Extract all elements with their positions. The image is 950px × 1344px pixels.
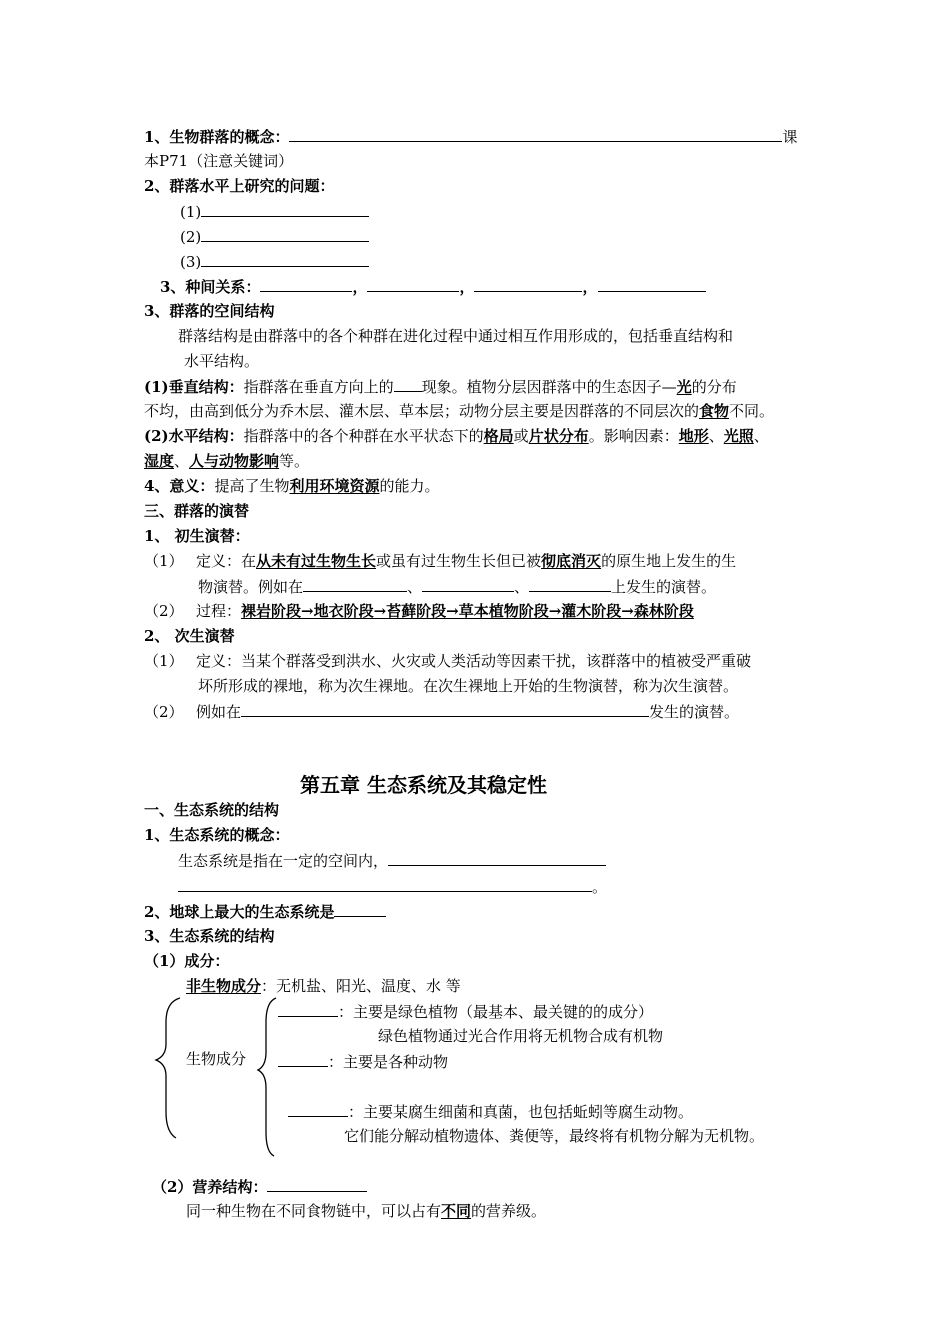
primary-example-line: 物演替。例如在 、 、 上发生的演替。	[198, 578, 717, 596]
secondary-definition-line: （1） 定义：当某个群落受到洪水、火灾或人类活动等因素干扰，该群落中的植被受严重破	[144, 652, 752, 670]
ecosystem-concept-line-2: 。	[178, 876, 607, 897]
chapter-title: 第五章 生态系统及其稳定性	[300, 773, 547, 797]
primary-process-line: （2） 过程：裸岩阶段→地衣阶段→苔藓阶段→草本植物阶段→灌木阶段→森林阶段	[144, 602, 694, 620]
spatial-para-2: 水平结构。	[184, 352, 260, 370]
secondary-definition-line-2: 坏所形成的裸地，称为次生裸地。在次生裸地上开始的生物演替，称为次生演替。	[198, 677, 739, 695]
secondary-succession-heading: 2、 次生演替	[144, 627, 235, 645]
interspecies-line: 3、种间关系： ， ， ，	[160, 276, 706, 297]
inner-brace	[258, 998, 276, 1156]
vertical-structure-line: (1)垂直结构：指群落在垂直方向上的 现象。植物分层因群落中的生态因子—光的分布	[144, 378, 737, 396]
decomposer-line: ：主要某腐生细菌和真菌，也包括蚯蚓等腐生动物。	[288, 1101, 693, 1122]
abiotic-line: 非生物成分：无机盐、阳光、温度、水 等	[186, 977, 461, 995]
spatial-para-1: 群落结构是由群落中的各个种群在进化过程中通过相互作用形成的，包括垂直结构和	[178, 327, 734, 345]
trophic-note-line: 同一种生物在不同食物链中，可以占有不同的营养级。	[186, 1202, 547, 1220]
ecosystem-concept-heading: 1、生态系统的概念：	[144, 826, 290, 844]
concept-continuation: 本P71（注意关键词）	[144, 152, 294, 170]
horizontal-structure-line: (2)水平结构：指群落中的各个种群在水平状态下的格局或片状分布。影响因素：地形、光照、	[144, 427, 769, 445]
spatial-structure-heading: 3、群落的空间结构	[144, 302, 275, 320]
question-item: (1)	[180, 201, 369, 222]
ecosystem-structure-heading: 一、生态系统的结构	[144, 801, 280, 819]
primary-succession-heading: 1、 初生演替：	[144, 527, 250, 545]
meaning-line: 4、意义：提高了生物利用环境资源的能力。	[144, 477, 440, 495]
question-item: (3)	[180, 251, 369, 272]
vertical-structure-line-2: 不均，由高到低分为乔木层、灌木层、草本层；动物分层主要是因群落的不同层次的食物不同。	[144, 402, 775, 420]
concept-line: 1、生物群落的概念： 课	[144, 128, 798, 146]
concept-blank	[289, 126, 782, 142]
succession-heading: 三、群落的演替	[144, 502, 250, 520]
producer-line-2: 绿色植物通过光合作用将无机物合成有机物	[378, 1027, 664, 1045]
research-questions-heading: 2、群落水平上研究的问题：	[144, 177, 335, 195]
trophic-structure-line: （2）营养结构：	[152, 1176, 367, 1197]
biotic-label: 生物成分	[186, 1050, 247, 1068]
consumer-line: ：主要是各种动物	[278, 1051, 448, 1072]
ecosystem-structure-subheading: 3、生态系统的结构	[144, 927, 275, 945]
largest-ecosystem-line: 2、地球上最大的生态系统是	[144, 901, 386, 922]
primary-definition-line: （1） 定义：在从未有过生物生长或虽有过生物生长但已被彻底消灭的原生地上发生的生	[144, 552, 737, 570]
horizontal-structure-line-2: 湿度、人与动物影响等。	[144, 452, 310, 470]
outer-brace	[156, 998, 180, 1138]
components-heading: （1）成分：	[144, 952, 230, 970]
producer-line: ：主要是绿色植物（最基本、最关键的的成分）	[278, 1001, 653, 1022]
decomposer-line-2: 它们能分解动植物遗体、粪便等，最终将有机物分解为无机物。	[344, 1127, 765, 1145]
secondary-example-line: （2） 例如在 发生的演替。	[144, 703, 740, 721]
component-braces	[150, 992, 290, 1162]
question-item: (2)	[180, 226, 369, 247]
ecosystem-concept-line: 生态系统是指在一定的空间内，	[178, 850, 606, 871]
